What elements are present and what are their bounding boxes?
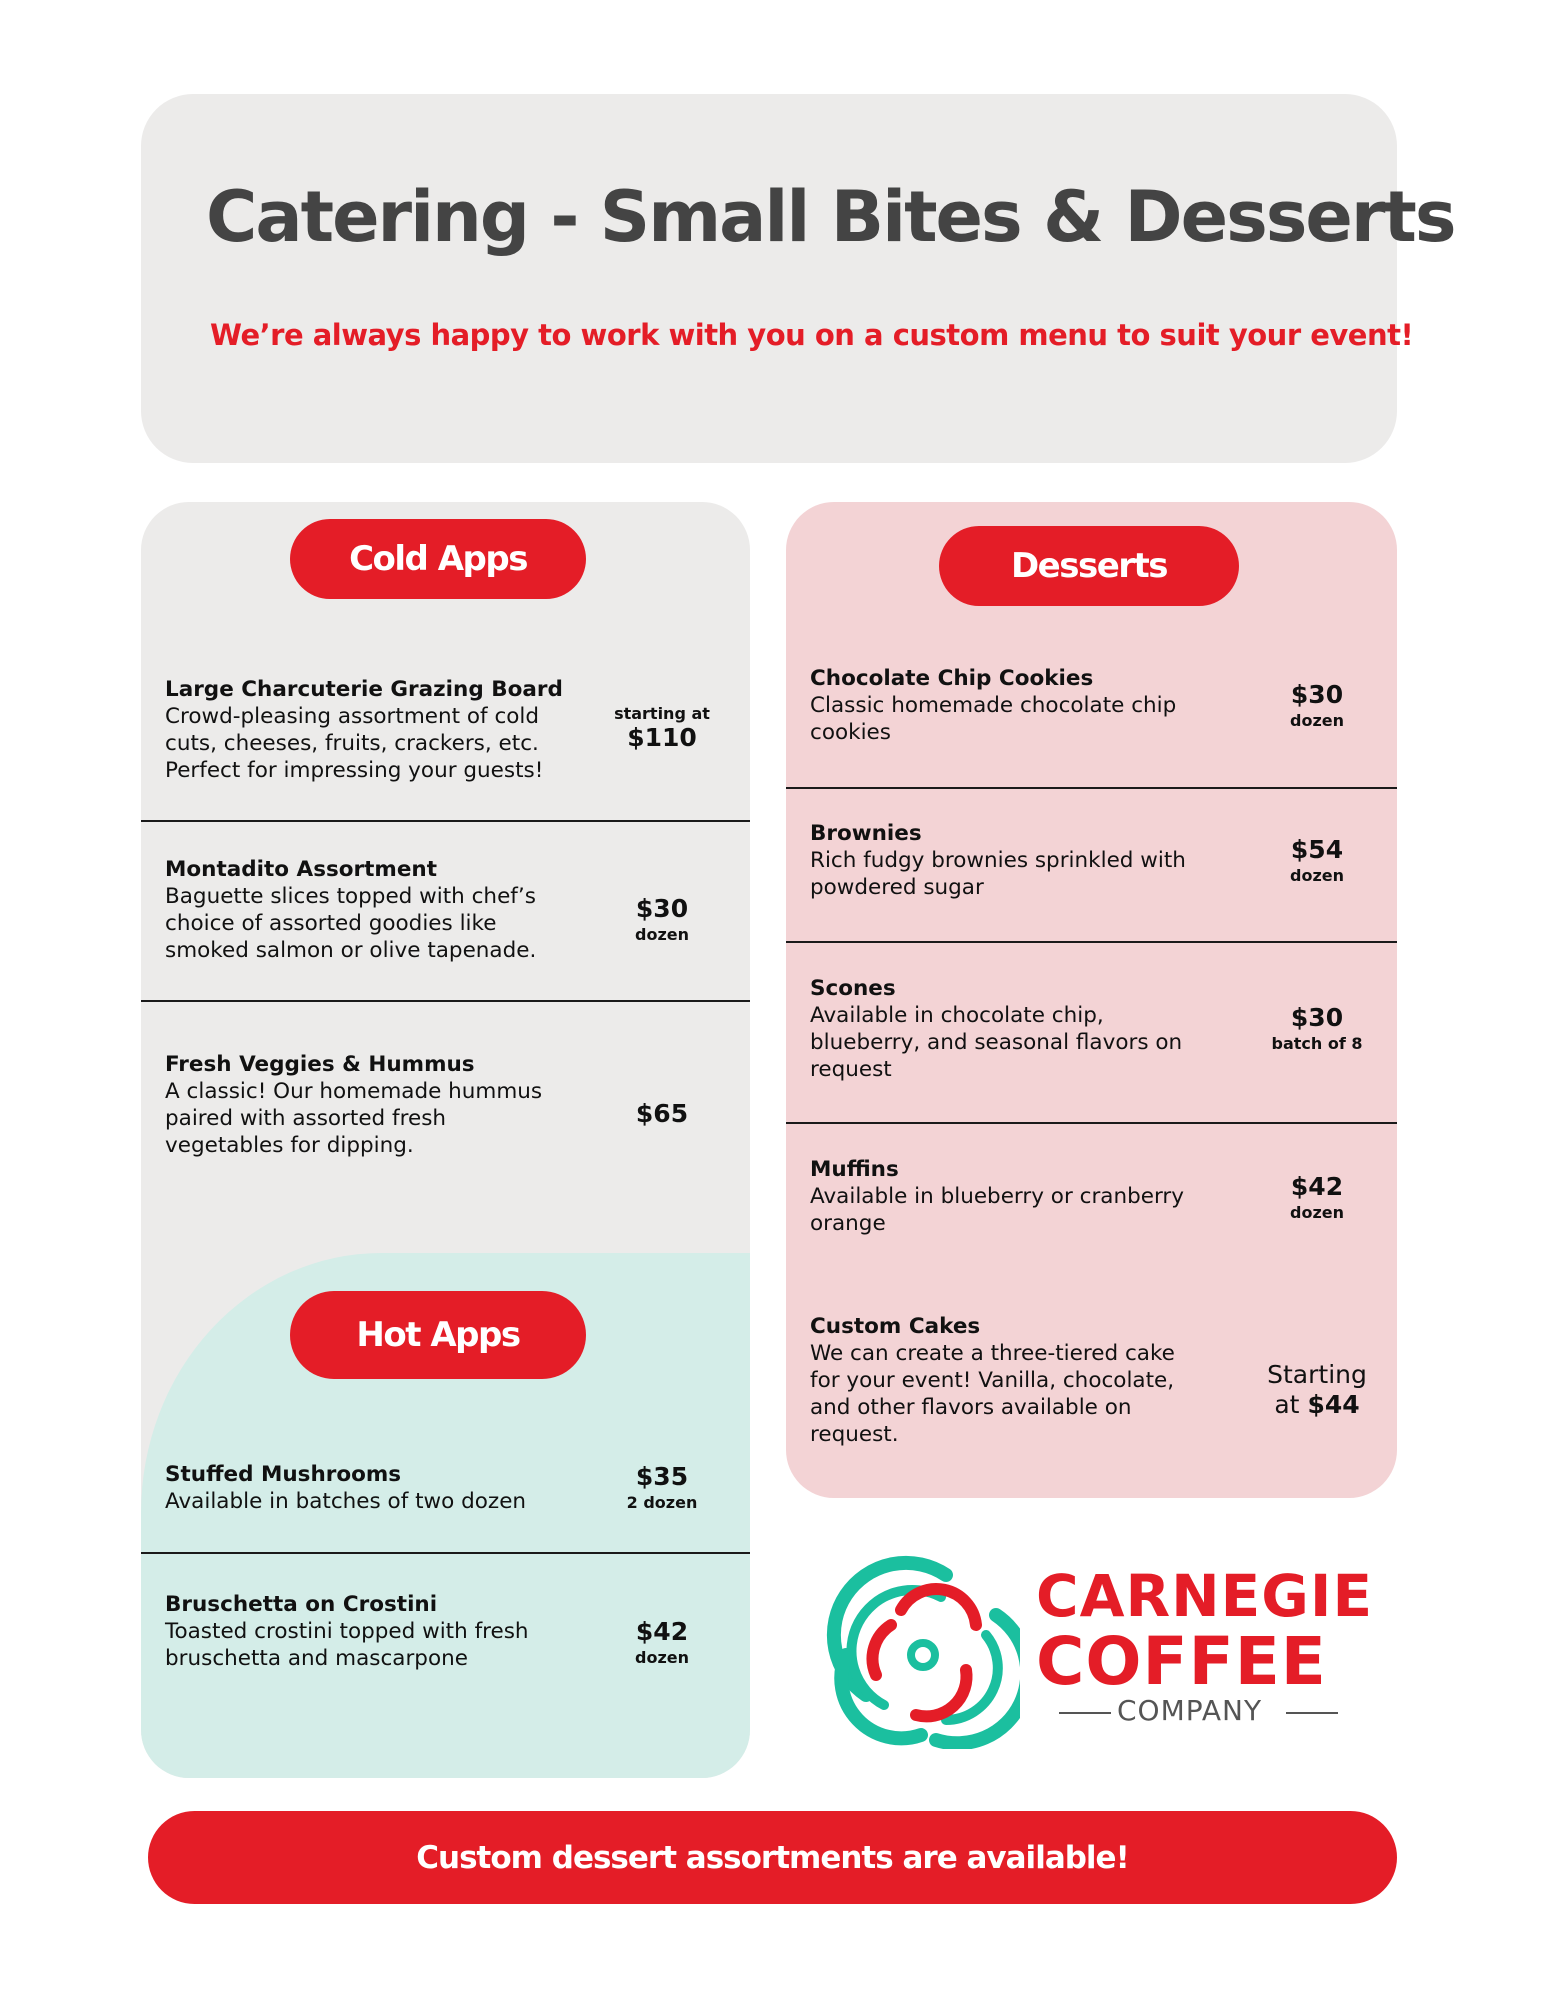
footer-text: Custom dessert assortments are available! xyxy=(416,1839,1129,1876)
item-name: Brownies xyxy=(810,821,922,846)
item-description: We can create a three-tiered cake for your event! Vanilla, chocolate, and other flavors available on request. xyxy=(810,1341,1175,1447)
item-name: Custom Cakes xyxy=(810,1314,981,1339)
desserts-panel xyxy=(786,502,1397,1498)
swirl-logo-icon xyxy=(826,1555,1020,1749)
hot-apps-heading: Hot Apps xyxy=(290,1291,586,1379)
item-name: Stuffed Mushrooms xyxy=(165,1462,402,1487)
page-subtitle: We’re always happy to work with you on a custom menu to suit your event! xyxy=(210,318,1414,352)
item-description: Classic homemade chocolate chip cookies xyxy=(810,693,1177,745)
price-value: $44 xyxy=(1307,1390,1360,1419)
price-prefix: Starting xyxy=(1267,1360,1367,1389)
item-description: Rich fudgy brownies sprinkled with powdered sugar xyxy=(810,848,1186,900)
item-name: Montadito Assortment xyxy=(165,857,438,882)
header-card xyxy=(141,94,1455,463)
logo-rule-right xyxy=(1286,1712,1338,1714)
item-description: Toasted crostini topped with fresh bruschetta and mascarpone xyxy=(165,1619,529,1671)
price-unit: dozen xyxy=(635,925,689,944)
item-price xyxy=(1242,1003,1392,1053)
price-prefix: at xyxy=(1274,1390,1300,1419)
logo-rule-left xyxy=(1059,1712,1111,1714)
item-description: Crowd-pleasing assortment of cold cuts, cheeses, fruits, crackers, etc. Perfect for impressing your guests! xyxy=(165,704,544,783)
item-divider xyxy=(141,820,750,822)
price-unit: dozen xyxy=(1290,866,1344,885)
item-description: Available in chocolate chip, blueberry, and seasonal flavors on request xyxy=(810,1003,1183,1082)
item-price xyxy=(1242,1172,1392,1222)
price-value: $30 xyxy=(635,894,689,923)
item-price xyxy=(587,1099,737,1128)
item-price xyxy=(587,1462,737,1512)
item-name: Bruschetta on Crostini xyxy=(165,1592,438,1617)
price-unit: dozen xyxy=(1290,711,1344,730)
logo-text-company: COMPANY xyxy=(1117,1694,1263,1727)
price-unit: dozen xyxy=(635,1648,689,1667)
cold-apps-heading: Cold Apps xyxy=(290,519,586,599)
item-name: Fresh Veggies & Hummus xyxy=(165,1052,475,1077)
item-divider xyxy=(786,941,1397,943)
item-name: Muffins xyxy=(810,1157,899,1182)
appetizers-panel xyxy=(141,502,750,1778)
price-value: $110 xyxy=(627,723,697,752)
desserts-heading: Desserts xyxy=(939,526,1239,606)
item-price xyxy=(1242,680,1392,730)
item-divider xyxy=(786,787,1397,789)
item-name: Chocolate Chip Cookies xyxy=(810,666,1094,691)
item-description: Available in batches of two dozen xyxy=(165,1489,527,1514)
page-title: Catering - Small Bites & Desserts xyxy=(206,176,1455,258)
item-divider xyxy=(141,1000,750,1002)
price-unit: dozen xyxy=(1290,1203,1344,1222)
item-price xyxy=(1242,1360,1392,1420)
item-name: Large Charcuterie Grazing Board xyxy=(165,677,563,702)
item-description: Baguette slices topped with chef’s choice of assorted goodies like smoked salmon or olive tapenade. xyxy=(165,884,537,963)
item-name: Scones xyxy=(810,976,896,1001)
item-divider xyxy=(141,1552,750,1554)
logo-text-coffee: COFFEE xyxy=(1036,1623,1327,1700)
price-value: $42 xyxy=(1290,1172,1344,1201)
logo-text-carnegie: CARNEGIE xyxy=(1036,1562,1374,1630)
price-unit: batch of 8 xyxy=(1271,1034,1363,1053)
item-divider xyxy=(786,1122,1397,1124)
price-value: $54 xyxy=(1290,835,1344,864)
price-value: $35 xyxy=(635,1462,689,1491)
price-value: $30 xyxy=(1290,680,1344,709)
item-price xyxy=(1242,835,1392,885)
item-description: Available in blueberry or cranberry orange xyxy=(810,1184,1184,1236)
item-description: A classic! Our homemade hummus paired with assorted fresh vegetables for dipping. xyxy=(165,1079,543,1158)
price-value: $65 xyxy=(635,1099,689,1128)
item-price xyxy=(587,704,737,752)
item-price xyxy=(587,1617,737,1667)
footer-banner xyxy=(148,1811,1397,1904)
price-prefix: starting at xyxy=(614,704,710,723)
price-value: $42 xyxy=(635,1617,689,1646)
item-price xyxy=(587,894,737,944)
price-unit: 2 dozen xyxy=(626,1493,698,1512)
price-value: $30 xyxy=(1290,1003,1344,1032)
